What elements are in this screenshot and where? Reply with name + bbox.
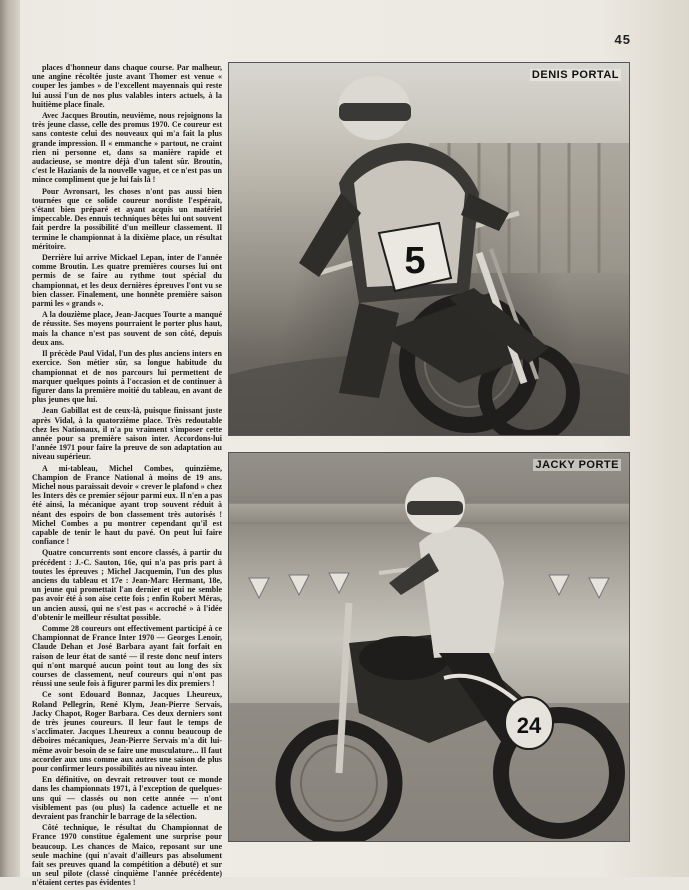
article-paragraph: Quatre concurrents sont encore classés, à partir du précédent : J.-C. Sauton, 16e, qui n'a pas pris part à toutes les épreuves ; Michel Jacquemin, l'un des plus anciens du tableau et 17e : Jean-Marc Hermant, 18e, un jeune qui promettait l'an dernier et qui ne semble pas avoir été à son aise cette fois ; enfin Robert Méras, un ancien aussi, qui ne s'est pas « accroché » à l'idée d'obtenir le meilleur résultat possible. (32, 548, 222, 622)
photo-caption: JACKY PORTE (535, 459, 619, 471)
photo-jacky-porte (228, 452, 630, 842)
article-paragraph: En définitive, on devrait retrouver tout ce monde dans les championnats 1971, à l'exception de quelques-uns qui — classés ou non cette année — n'ont visiblement pas (ou plus) la cadence actuelle et ne devraient pas franchir le barrage de la sélection. (32, 775, 222, 822)
article-paragraph: Jean Gabillat est de ceux-là, puisque finissant juste après Vidal, à la quatorzième place. Très redoutable chez les Nationaux, il n'a pu vraiment s'imposer cette année pour sa première saison inter. Accordons-lui l'année 1971 pour faire la preuve de son adaptation au niveau supérieur. (32, 406, 222, 462)
photo-denis-portal (228, 62, 630, 436)
binding-gutter (0, 0, 20, 877)
article-paragraph: places d'honneur dans chaque course. Par malheur, une angine récoltée juste avant Thomer est venue « couper les jambes » de l'excellent mayennais qui reste lui aussi l'un de nos plus valables inters actuels, à la huitième place finale. (32, 63, 222, 109)
plate-number-text: 5 (404, 240, 426, 282)
plate-number-text: 24 (516, 713, 542, 738)
article-paragraph: A la douzième place, Jean-Jacques Tourte a manqué de réussite. Ses moyens pourraient le porter plus haut, mais la chance n'est pas souvent de son côté, depuis deux ans. (32, 310, 222, 347)
article-paragraph: Pour Avronsart, les choses n'ont pas aussi bien tournées que ce solide coureur nordiste l'espérait, s'étant bien préparé et ayant acquis un matériel impeccable. Des ennuis techniques bêtes lui ont souvent fait perdre la possibilité d'un meilleur classement. Il termine le championnat à la dixième place, un résultat méritoire. (32, 186, 222, 251)
article-paragraph: Derrière lui arrive Mickael Lepan, inter de l'année comme Broutin. Les quatre premières courses lui ont permis de se faire au rythme tout spécial du championnat, et les deux dernières épreuves l'ont vu se bien classer. Finalement, une honnête première saison parmi les « grands ». (32, 253, 222, 309)
article-paragraph: A mi-tableau, Michel Combes, quinzième, Champion de France National à moins de 19 ans. Michel nous paraissait devoir « crever le plafond » chez les Inters dès ce premier séjour parmi eux. Il n'en a pas été ainsi, la mécanique ayant trop souvent réduit à néant des espoirs de bon classement très autorisés ! Michel Combes a pu montrer cependant qu'il est capable de tenir le haut du pavé. On peut lui faire confiance ! (32, 463, 222, 547)
article-paragraph: Ce sont Edouard Bonnaz, Jacques Lheureux, Roland Pellegrin, René Klym, Jean-Pierre Servais, Jacky Chapot, Roger Barbara. Ces deux derniers sont de très jeunes coureurs. Il leur faut le temps de s'acclimater. Jacques Lheureux a connu beaucoup de déboires mécaniques, Jean-Pierre Servais m'a dit lui-même avoir besoin de se faire une musculature... Il faut accorder aux uns comme aux autres une saison de plus pour confirmer leurs possibilités au niveau inter. (32, 690, 222, 774)
article-paragraph: Avec Jacques Broutin, neuvième, nous rejoignons la très jeune classe, celle des promus 1970. Ce coureur est sans conteste celui des nouveaux qui m'a fait la plus grande impression. Il « emmanche » partout, ne craint rien ni personne et, dans sa manière rapide et audacieuse, se montre déjà d'un talent sûr. Broutin, c'est le Hazianis de la nouvelle vague, et ce n'est pas un mince compliment que je lui fais là ! (32, 111, 222, 185)
article-paragraph: Il précède Paul Vidal, l'un des plus anciens inters en exercice. Son métier sûr, sa longue habitude du championnat et de nos parcours lui permettent de marquer quelques points à l'occasion et de continuer à figurer dans la première moitié du tableau, en avant de plus jeunes que lui. (32, 349, 222, 405)
motocross-rider-illustration (229, 453, 629, 841)
article-text-column (32, 63, 222, 890)
motocross-rider-illustration (229, 63, 629, 435)
article-paragraph: Côté technique, le résultat du Championnat de France 1970 constitue également une surprise pour beaucoup. Les chances de Maico, reposant sur une seule machine (qui n'avait d'ailleurs pas absolument fait ses preuves quand la compétition a débuté) et sur un seul pilote (classé cinquième l'année précédente) n'étaient certes pas évidentes ! (32, 823, 222, 888)
photo-caption: DENIS PORTAL (531, 69, 619, 81)
article-paragraph: Comme 28 coureurs ont effectivement participé à ce Championnat de France Inter 1970 — Georges Lenoir, Claude Dehan et José Barbara ayant fait forfait en raison de leur état de santé — il reste donc neuf inters qui n'ont marqué aucun point tout au long des six courses de classement, neuf coureurs qui n'ont pas réussi une seule fois à figurer parmi les dix premiers ! (32, 623, 222, 689)
page-number: 45 (614, 32, 631, 47)
